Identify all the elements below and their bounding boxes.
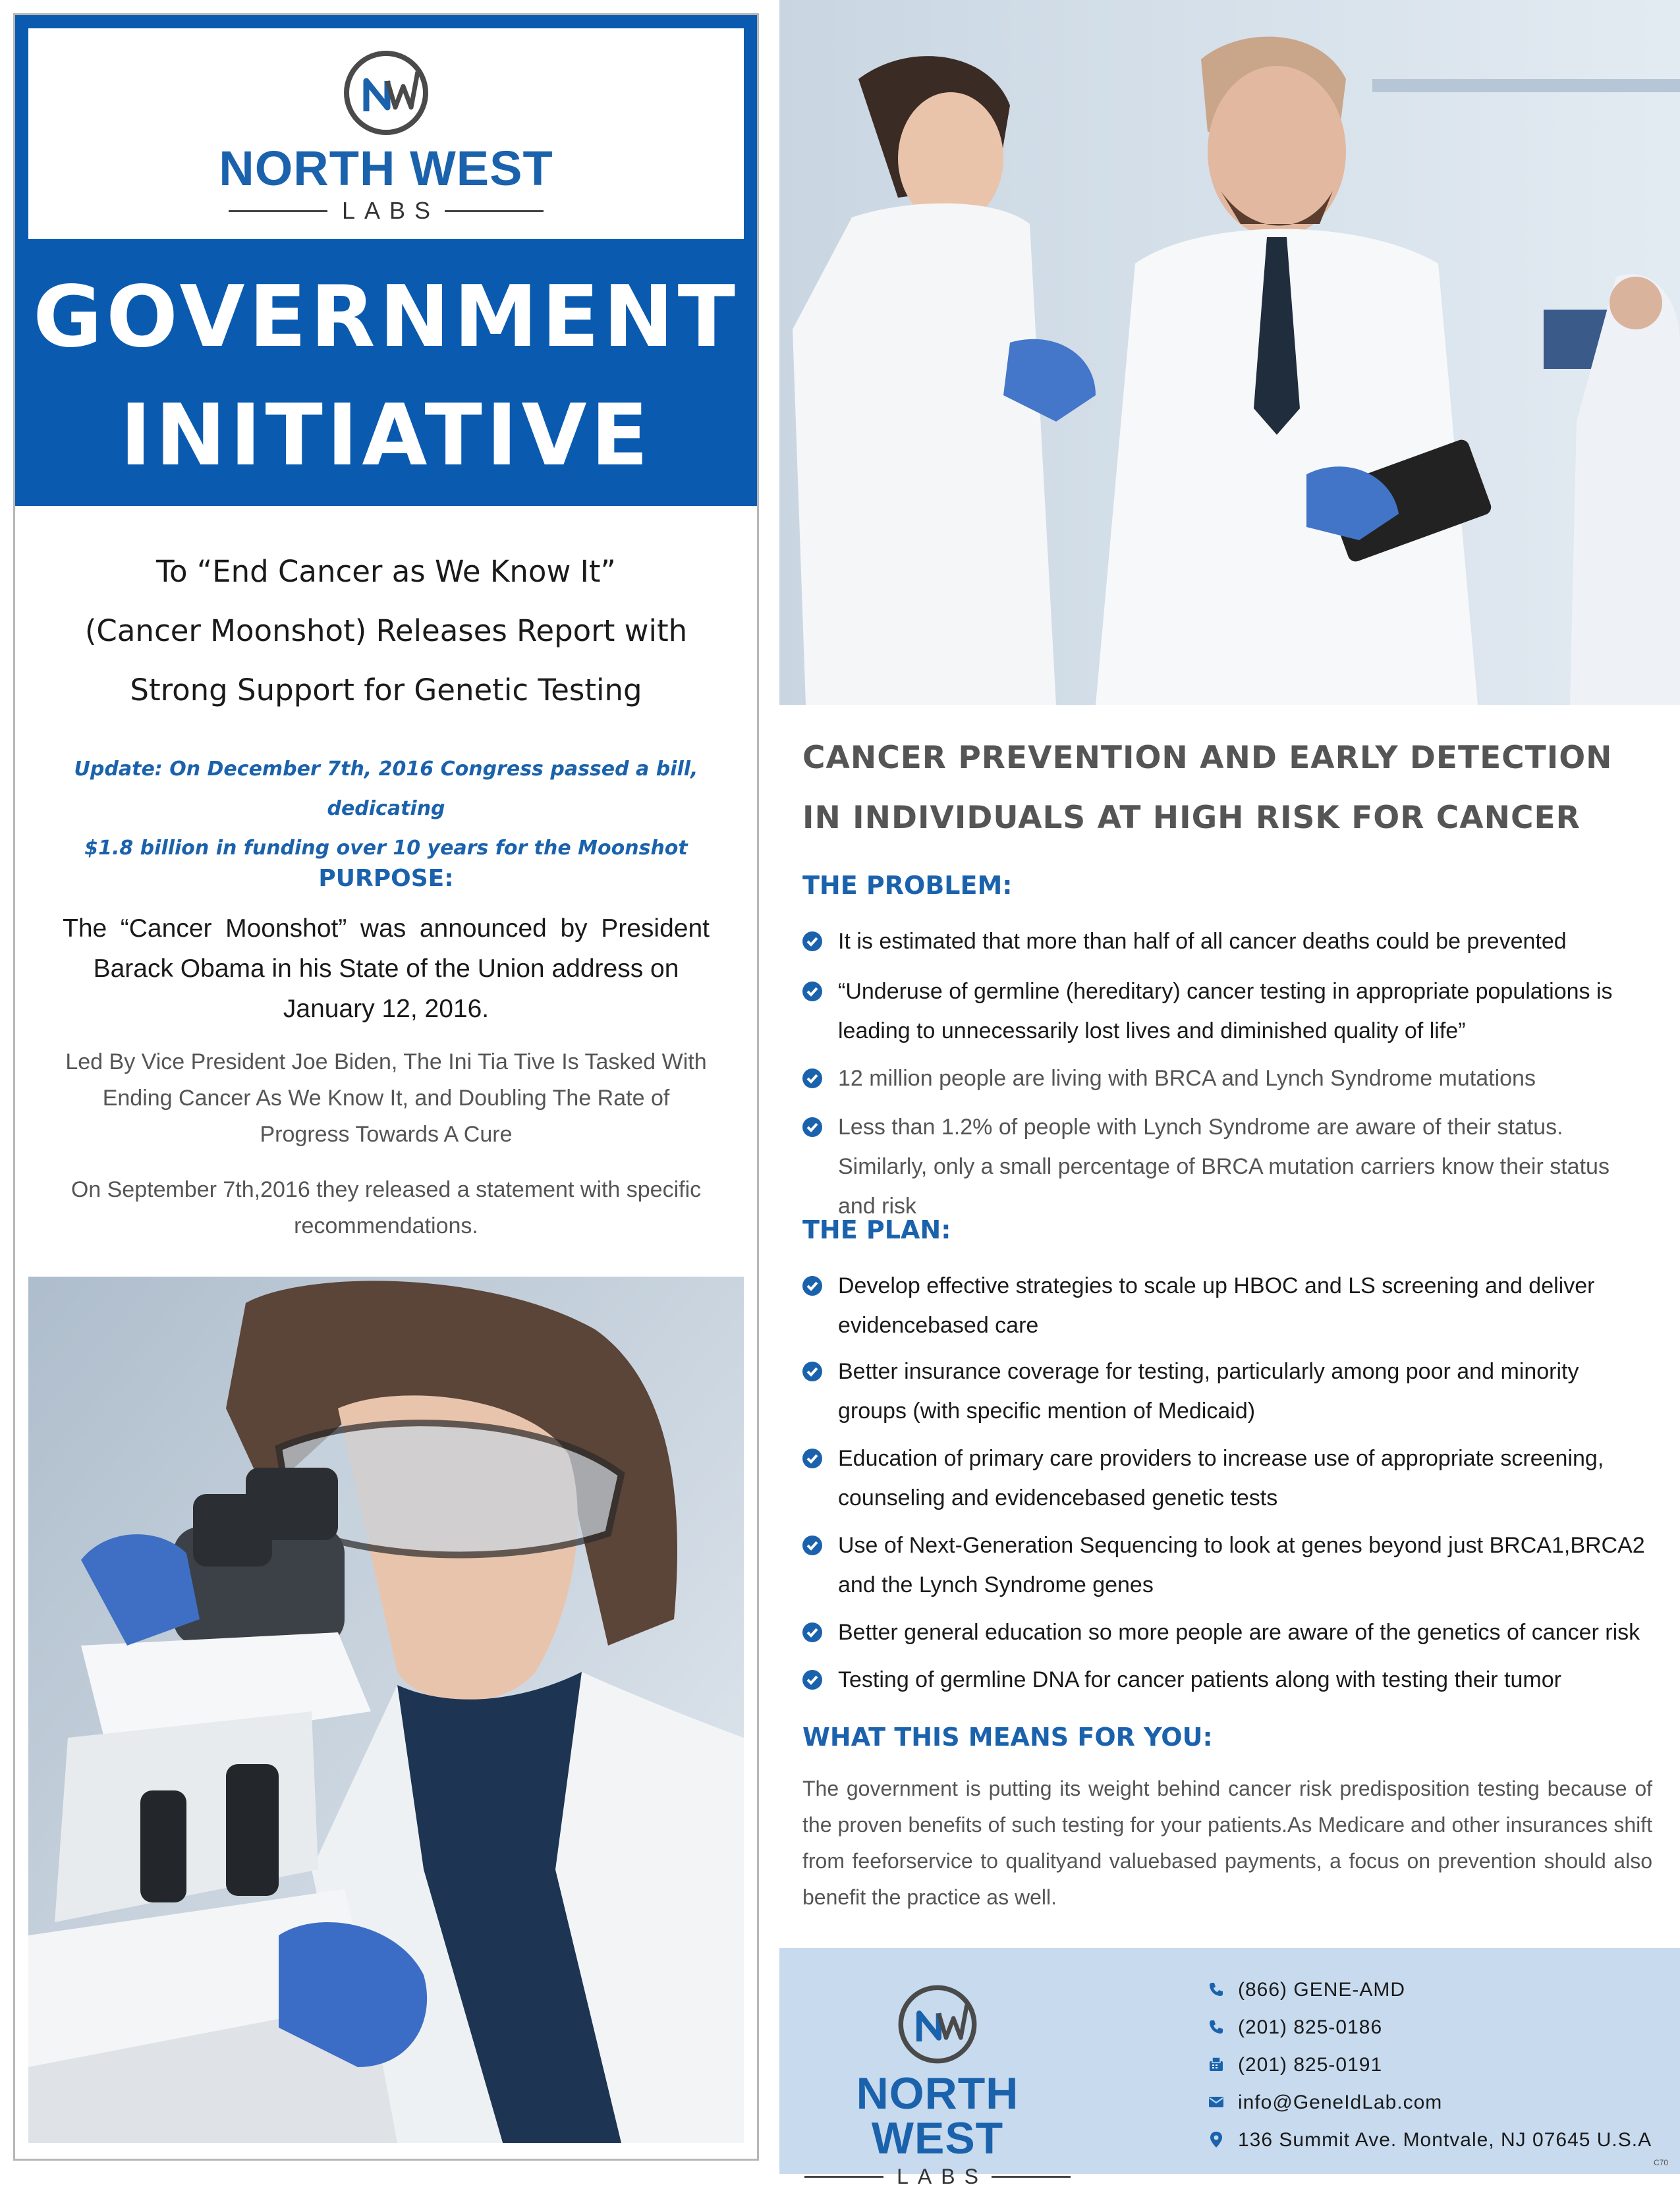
logo-sub xyxy=(28,197,744,225)
title-line-2: INITIATIVE xyxy=(120,387,652,485)
update-line-2: $1.8 billion in funding over 10 years for the Moonshot xyxy=(84,837,688,860)
check-circle-icon xyxy=(802,982,822,1001)
footer-logo xyxy=(799,1978,1076,2188)
fax-text: (201) 825-0191 xyxy=(1238,2054,1383,2076)
headline-line-2: (Cancer Moonshot) Releases Report with xyxy=(84,613,688,648)
plan-item xyxy=(802,1613,1652,1652)
microscope-photo xyxy=(28,1277,744,2143)
envelope-icon xyxy=(1208,2093,1225,2111)
nw-logo-icon xyxy=(340,47,432,139)
purpose-rest: Barack Obama in his State of the Union address on January 12, 2016. xyxy=(93,955,679,1023)
check-circle-icon xyxy=(802,1622,822,1642)
problem-heading: THE PROBLEM: xyxy=(802,871,1013,900)
scientist-microscope-illustration xyxy=(28,1277,744,2143)
check-circle-icon xyxy=(802,1449,822,1468)
fax-icon xyxy=(1208,2056,1225,2073)
address xyxy=(1208,2121,1669,2159)
logo-sub-text: LABS xyxy=(897,2165,988,2188)
north-west-labs-logo xyxy=(28,28,744,239)
plan-item-text: Education of primary care providers to increase use of appropriate screening, counseling and evidencebased genetic tests xyxy=(838,1446,1604,1510)
logo-name: NORTH WEST xyxy=(856,2068,1019,2163)
logo-rule-right xyxy=(992,2176,1071,2178)
phone-1[interactable] xyxy=(1208,1971,1669,2009)
headline xyxy=(42,542,731,720)
lab-scientists-photo xyxy=(779,0,1680,705)
plan-item xyxy=(802,1526,1652,1605)
means-text: The government is putting its weight behind cancer risk predisposition testing because of the proven benefits of such testing for your patients.As Medicare and other insurances shift from feeforservice to qualityand valuebased payments, a focus on prevention should also benefit the practice as well. xyxy=(802,1777,1652,1909)
contact-footer xyxy=(779,1948,1680,2188)
september-text: On September 7th,2016 they released a statement with specific recommendations. xyxy=(70,1177,702,1238)
logo-sub xyxy=(799,2165,1076,2189)
plan-item-text: Use of Next-Generation Sequencing to look at genes beyond just BRCA1,BRCA2 and the Lynch Syndrome genes xyxy=(838,1533,1645,1597)
phone-2[interactable] xyxy=(1208,2009,1669,2046)
check-circle-icon xyxy=(802,1536,822,1555)
email-text: info@GeneIdLab.com xyxy=(1238,2092,1443,2113)
logo-box xyxy=(28,28,744,239)
title-line-1: GOVERNMENT xyxy=(33,268,739,366)
phone-icon xyxy=(1208,1981,1225,1998)
plan-item-text: Develop effective strategies to scale up HBOC and LS screening and deliver evidencebased care xyxy=(838,1273,1595,1338)
scientists-tablet-illustration xyxy=(779,0,1680,705)
north-west-labs-logo xyxy=(799,1978,1076,2188)
plan-item-text: Better general education so more people are aware of the genetics of cancer risk xyxy=(838,1620,1640,1645)
email[interactable] xyxy=(1208,2084,1669,2121)
title-banner xyxy=(15,15,757,506)
plan-item xyxy=(802,1439,1652,1518)
plan-item xyxy=(802,1660,1652,1700)
problem-item xyxy=(802,1059,1652,1098)
section-title-line-1: CANCER PREVENTION AND EARLY DETECTION xyxy=(802,740,1613,776)
check-circle-icon xyxy=(802,1670,822,1690)
phone-1-text: (866) GENE-AMD xyxy=(1238,1979,1406,2001)
plan-list xyxy=(802,1266,1652,1700)
nw-logo-icon xyxy=(895,1981,980,2067)
fax[interactable] xyxy=(1208,2046,1669,2084)
plan-item xyxy=(802,1266,1652,1345)
map-pin-icon xyxy=(1208,2131,1225,2148)
plan-item-text: Testing of germline DNA for cancer patients along with testing their tumor xyxy=(838,1667,1561,1692)
logo-rule-left xyxy=(229,210,327,212)
problem-item-text: “Underuse of germline (hereditary) cancer testing in appropriate populations is leading to unnecessarily lost lives and diminished quality of life” xyxy=(838,979,1613,1043)
contact-list xyxy=(1208,1971,1669,2159)
check-circle-icon xyxy=(802,1276,822,1296)
problem-list xyxy=(802,922,1652,1226)
check-circle-icon xyxy=(802,931,822,951)
problem-item xyxy=(802,922,1652,961)
check-circle-icon xyxy=(802,1068,822,1088)
led-by-text: Led By Vice President Joe Biden, The Ini Tia Tive Is Tasked With Ending Cancer As We Know It, and Doubling The Rate of Progress Towards A Cure xyxy=(65,1049,707,1147)
update-line-1: Update: On December 7th, 2016 Congress passed a bill, dedicating xyxy=(74,758,698,820)
logo-sub-text: LABS xyxy=(341,197,440,224)
purpose-text xyxy=(63,908,710,1029)
problem-item-text: It is estimated that more than half of all cancer deaths could be prevented xyxy=(838,929,1567,954)
headline-line-3: Strong Support for Genetic Testing xyxy=(130,673,642,707)
address-text: 136 Summit Ave. Montvale, NJ 07645 U.S.A xyxy=(1238,2129,1652,2151)
problem-item xyxy=(802,972,1652,1051)
phone-2-text: (201) 825-0186 xyxy=(1238,2016,1383,2038)
headline-line-1: To “End Cancer as We Know It” xyxy=(156,554,616,589)
logo-rule-right xyxy=(445,210,544,212)
section-title-line-2: IN INDIVIDUALS AT HIGH RISK FOR CANCER xyxy=(802,800,1581,836)
logo-name: NORTH WEST xyxy=(219,141,553,196)
plan-item xyxy=(802,1352,1652,1431)
update-note xyxy=(42,750,731,868)
plan-item-text: Better insurance coverage for testing, particularly among poor and minority groups (with specific mention of Medicaid) xyxy=(838,1359,1579,1424)
means-heading: WHAT THIS MEANS FOR YOU: xyxy=(802,1723,1213,1752)
problem-item-text: 12 million people are living with BRCA and Lynch Syndrome mutations xyxy=(838,1066,1536,1091)
left-column xyxy=(13,13,759,2161)
problem-item xyxy=(802,1107,1652,1226)
purpose-line-1: The “Cancer Moonshot” was announced by President xyxy=(63,914,710,943)
problem-item-text: Less than 1.2% of people with Lynch Syndrome are aware of their status. Similarly, only a small percentage of BRCA mutation carriers know their status and risk xyxy=(838,1115,1610,1219)
plan-heading: THE PLAN: xyxy=(802,1215,951,1244)
purpose-heading: PURPOSE: xyxy=(318,865,454,892)
check-circle-icon xyxy=(802,1362,822,1381)
section-title xyxy=(802,728,1659,848)
check-circle-icon xyxy=(802,1117,822,1137)
document-code: C70 xyxy=(1653,2158,1668,2167)
phone-icon xyxy=(1208,2018,1225,2036)
logo-rule-left xyxy=(804,2176,883,2178)
